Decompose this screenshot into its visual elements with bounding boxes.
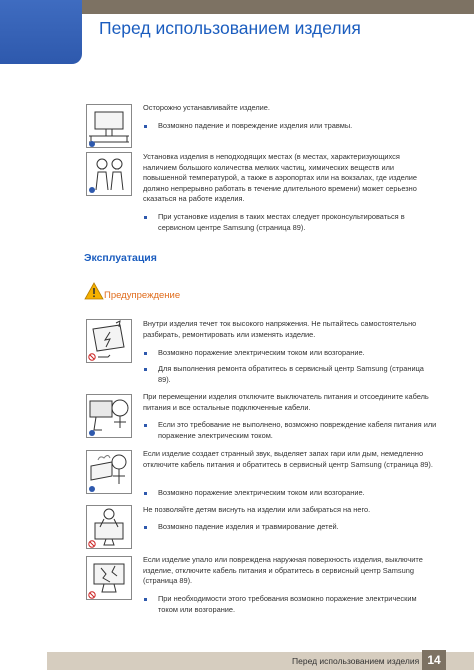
bullet-dot [144,492,147,495]
warning-triangle-icon [84,282,104,300]
bullet-text: Если это требование не выполнено, возможно повреждение кабеля питания или поражение электрическим током. [158,420,437,440]
section-title-operation: Эксплуатация [84,252,157,264]
bullet-text: Возможно поражение электрическим током или возгорание. [158,488,365,497]
bullet-item [158,420,438,441]
bullet-dot [144,424,147,427]
smoke-icon [86,450,132,494]
bullet-item [158,348,438,359]
bullet-item [158,488,438,499]
broken-monitor-icon [86,556,132,600]
operation-item-text: При перемещении изделия отключите выключатель питания и отсоедините кабель питания и все остальные подключенные кабели. [143,392,429,412]
unplug-cable-icon [86,394,132,438]
bullet-dot [144,598,147,601]
page-title: Перед использованием изделия [99,18,361,38]
page-number: 14 [422,650,446,670]
operation-item-text: Если изделие упало или повреждена наружная поверхность изделия, выключите изделие, отключите кабель питания и обратитесь в сервисный центр Samsung (страница 89). [143,555,423,586]
unsuitable-location-text: Установка изделия в неподходящих местах (в местах, характеризующихся наличием большого количества мелких частиц, химических веществ или повышенной температурой, а также в аэропортах или на вокзалах, где изделие должно непрерывно работать в течение длительного времени) может серьезно сказаться на работе изделия. [143,152,418,204]
monitor-on-stand-icon [86,104,132,148]
electric-shock-icon [86,319,132,363]
bullet-dot [144,526,147,529]
bullet-dot [144,125,147,128]
operation-item-text: Если изделие создает странный звук, выделяет запах гари или дым, немедленно отключите кабель питания и обратитесь в сервисный центр Samsung (страница 89). [143,449,433,469]
corner-tab [0,0,82,64]
bullet-dot [144,216,147,219]
warning-label: Предупреждение [104,290,181,301]
bullet-dot [144,352,147,355]
bullet-item [158,364,438,385]
install-carefully-text: Осторожно устанавливайте изделие. [143,103,270,112]
operation-item-text: Внутри изделия течет ток высокого напряжения. Не пытайтесь самостоятельно разбирать, ремонтировать или изменять изделие. [143,319,417,339]
operation-item-text: Не позволяйте детям виснуть на изделии или забираться на него. [143,505,371,514]
dust-chemical-icon [86,152,132,196]
bullet-text: При необходимости этого требования возможно поражение электрическим током или возгорание. [158,594,417,614]
bullet-item [158,121,438,132]
bullet-item [158,594,438,615]
bullet-item [158,212,438,233]
bullet-text: Возможно поражение электрическим током или возгорание. [158,348,365,357]
child-climbing-icon [86,505,132,549]
bullet-text: Для выполнения ремонта обратитесь в сервисный центр Samsung (страница 89). [158,364,424,384]
bullet-dot [144,368,147,371]
bullet-text: Возможно падение изделия и травмирование детей. [158,522,339,531]
bullet-text: При установке изделия в таких местах следует проконсультироваться в сервисном центре Samsung (страница 89). [158,212,405,232]
bullet-item [158,522,438,533]
bullet-text: Возможно падение и повреждение изделия или травмы. [158,121,353,130]
footer-label: Перед использованием изделия [292,656,420,666]
